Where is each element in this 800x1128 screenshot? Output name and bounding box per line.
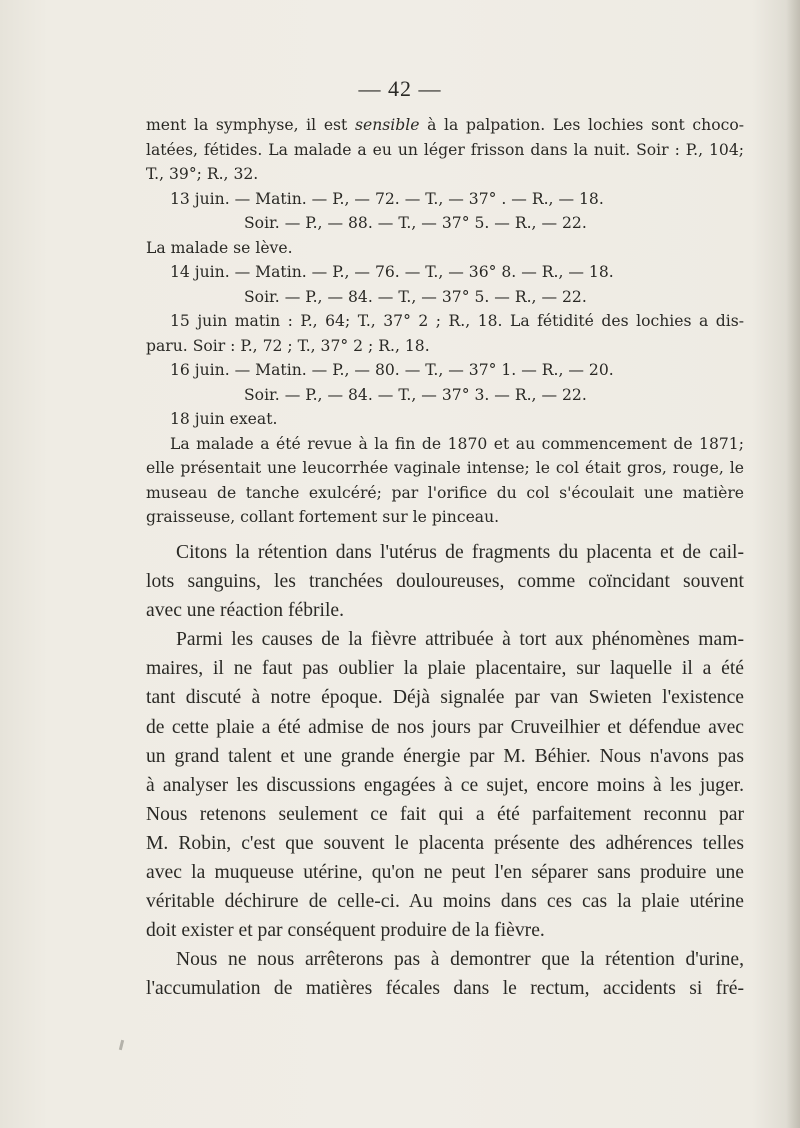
text-line: La malade a été revue à la fin de 1870 et au commencement de 1871;	[170, 434, 744, 453]
page-number: — 42 —	[358, 76, 442, 101]
case-observations	[146, 113, 744, 530]
text-line: maires, il ne faut pas oublier la plaie placentaire, sur laquelle il a été	[146, 658, 744, 680]
text-line: Soir. — P., — 88. — T., — 37° 5. — R., — 22.	[244, 214, 587, 232]
text-line: Citons la rétention dans l'utérus de fragments du placenta et de cail-	[176, 542, 744, 563]
main-text	[146, 538, 744, 1004]
text-line: 15 juin matin : P., 64; T., 37° 2 ; R., 18. La fétidité des lochies a dis-	[170, 312, 744, 330]
text-line: à analyser les discussions engagées à ce sujet, encore moins à les juger.	[146, 774, 744, 796]
text-line: M. Robin, c'est que souvent le placenta présente des adhérences telles	[146, 832, 744, 854]
text-line: Soir. — P., — 84. — T., — 37° 5. — R., — 22.	[244, 287, 587, 306]
text-line: 14 juin. — Matin. — P., — 76. — T., — 36° 8. — R., — 18.	[170, 263, 614, 281]
text-line: museau de tanche exulcéré; par l'orifice du col s'écoulait une matière	[146, 483, 744, 502]
italic-word: sensible	[354, 116, 420, 134]
text-line: véritable déchirure de celle-ci. Au moins dans ces cas la plaie utérine	[146, 891, 744, 913]
text-line: Nous retenons seulement ce fait qui a été parfaitement reconnu par	[146, 803, 744, 825]
text-line: un grand talent et une grande énergie par M. Béhier. Nous n'avons pas	[146, 745, 744, 767]
text-line: Soir. — P., — 84. — T., — 37° 3. — R., — 22.	[244, 385, 587, 404]
text-line: tant discuté à notre époque. Déjà signalée par van Swieten l'existence	[146, 687, 744, 709]
paragraph	[146, 625, 744, 945]
paragraph	[146, 945, 744, 1003]
text-line: doit exister et par conséquent produire de la fièvre.	[146, 920, 545, 942]
text-line: 13 juin. — Matin. — P., — 72. — T., — 37° . — R., — 18.	[170, 189, 604, 208]
text-line: l'accumulation de matières fécales dans le rectum, accidents si fré-	[146, 978, 744, 1000]
text-line: latées, fétides. La malade a eu un léger frisson dans la nuit. Soir : P., 104;	[146, 140, 744, 159]
text-line: graisseuse, collant fortement sur le pinceau.	[146, 508, 500, 526]
text-line: elle présentait une leucorrhée vaginale intense; le col était gros, rouge, le	[146, 459, 744, 477]
ink-speck	[119, 1040, 124, 1050]
paragraph	[146, 538, 744, 625]
text-line: avec la muqueuse utérine, qu'on ne peut l'en séparer sans produire une	[146, 862, 744, 884]
text-line: paru. Soir : P., 72 ; T., 37° 2 ; R., 18.	[146, 336, 430, 355]
text-line: T., 39°; R., 32.	[146, 165, 259, 183]
text-line: Nous ne nous arrêterons pas à demontrer que la rétention d'urine,	[176, 949, 744, 971]
text-line: ment la symphyse, il est sensible à la palpation. Les lochies sont choco-	[146, 116, 744, 134]
text-line: de cette plaie a été admise de nos jours par Cruveilhier et défendue avec	[146, 716, 744, 738]
text-line: avec une réaction fébrile.	[146, 600, 344, 622]
text-line: Parmi les causes de la fièvre attribuée à tort aux phénomènes mam-	[176, 629, 744, 651]
text-line: La malade se lève.	[146, 238, 293, 257]
text-line: lots sanguins, les tranchées douloureuses, comme coïncidant souvent	[146, 571, 744, 593]
text-line: 18 juin exeat.	[170, 410, 278, 428]
text-line: 16 juin. — Matin. — P., — 80. — T., — 37° 1. — R., — 20.	[170, 361, 614, 379]
page-edge-shadow	[786, 0, 800, 1128]
